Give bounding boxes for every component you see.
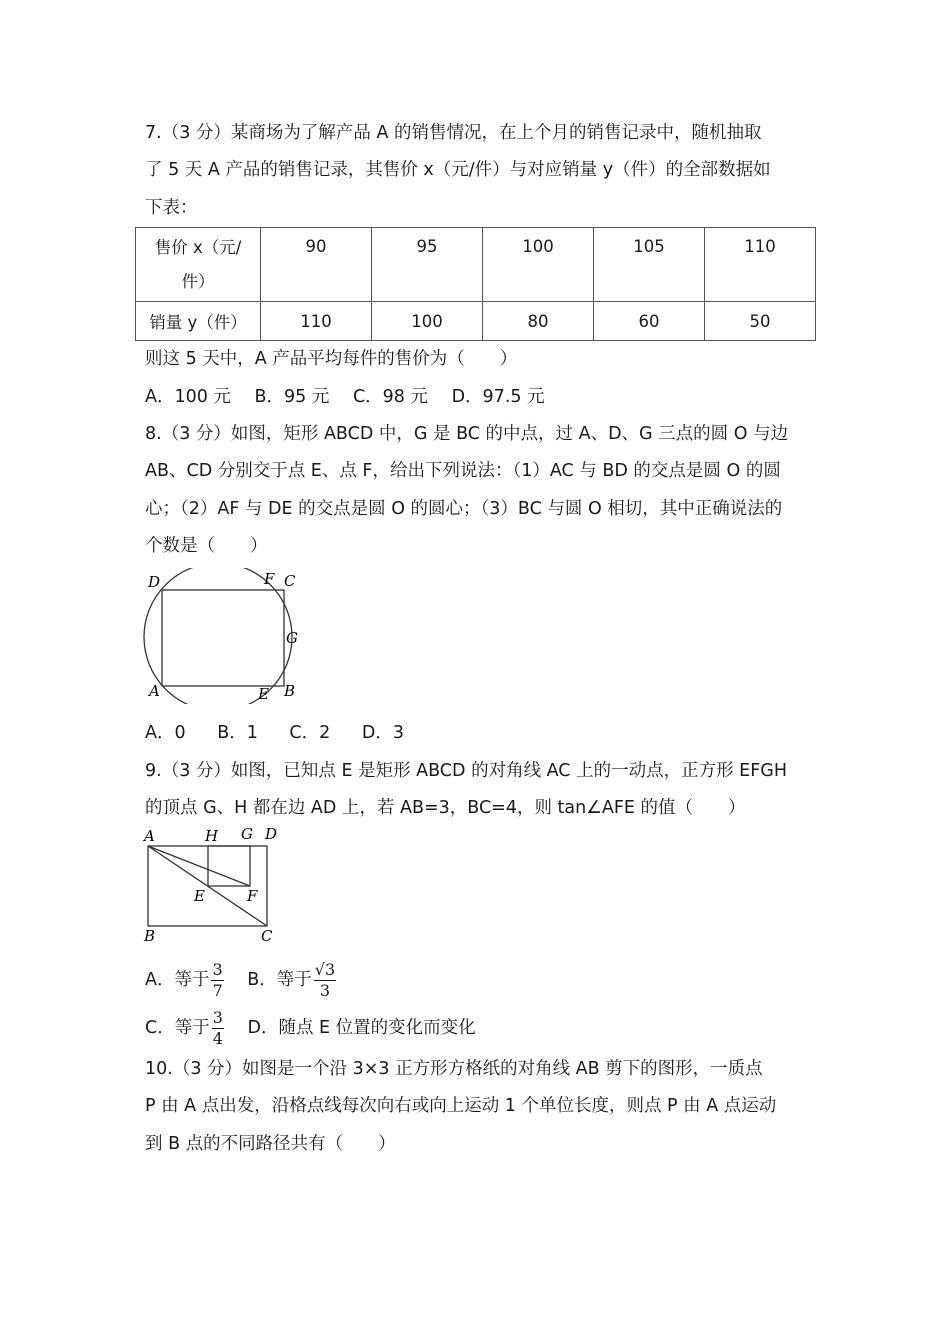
table-cell: 100 — [372, 302, 483, 341]
q9-option-d: D．随点 E 位置的变化而变化 — [247, 1018, 476, 1038]
q7-line-3: 下表： — [145, 198, 198, 218]
label-d: D — [148, 573, 161, 591]
q7-data-table — [135, 227, 816, 341]
circle-o — [144, 568, 292, 704]
q8-option-d: D．3 — [361, 723, 404, 743]
table-cell: 50 — [705, 302, 816, 341]
fraction-3-4 — [212, 1008, 224, 1049]
q8-option-b: B．1 — [217, 723, 258, 743]
label-b: B — [284, 682, 296, 700]
q8-option-a: A．0 — [145, 723, 186, 743]
q8-line-1: 8.（3 分）如图，矩形 ABCD 中，G 是 BC 的中点，过 A、D、G 三点的圆 O 与边 — [145, 424, 789, 444]
q7-option-b: B．95 元 — [254, 387, 330, 407]
label-a: A — [149, 682, 160, 700]
q8-figure — [138, 568, 308, 704]
price-header-part2: 件） — [181, 271, 215, 291]
label-f: F — [264, 570, 275, 588]
label-d: D — [265, 825, 278, 843]
q7-line-2: 了 5 天 A 产品的销售记录，其售价 x（元/件）与对应销量 y（件）的全部数据如 — [145, 160, 771, 180]
q10-line-2: P 由 A 点出发，沿格点线每次向右或向上运动 1 个单位长度，则点 P 由 A 点运动 — [145, 1096, 777, 1116]
q9-figure — [138, 824, 288, 948]
q9-line-2: 的顶点 G、H 都在边 AD 上，若 AB=3，BC=4，则 tan∠AFE 的值（ ） — [145, 798, 746, 818]
label-e: E — [258, 685, 269, 703]
table-row — [136, 228, 816, 302]
fraction-numerator: 3 — [212, 1007, 223, 1027]
fraction-sqrt3-3 — [314, 960, 336, 1001]
q7-question: 则这 5 天中，A 产品平均每件的售价为（ ） — [145, 349, 518, 369]
label-g: G — [241, 825, 253, 843]
square-efgh — [208, 846, 250, 886]
label-h: H — [205, 827, 219, 845]
q9-option-c: C．等于 — [145, 1018, 210, 1038]
q7-option-a: A．100 元 — [145, 387, 231, 407]
table-cell: 80 — [483, 302, 594, 341]
q7-line-1: 7.（3 分）某商场为了解产品 A 的销售情况，在上个月的销售记录中，随机抽取 — [145, 123, 762, 143]
label-a: A — [144, 827, 155, 845]
fraction-denominator: 4 — [212, 1028, 223, 1048]
q7-option-d: D．97.5 元 — [451, 387, 545, 407]
fraction-denominator: 7 — [212, 980, 223, 1000]
table-cell: 110 — [705, 228, 816, 302]
q7-option-c: C．98 元 — [352, 387, 428, 407]
table-cell: 95 — [372, 228, 483, 302]
q9-options-row-2 — [145, 1006, 476, 1050]
fraction-numerator: √3 — [314, 959, 336, 979]
q8-line-4: 个数是（ ） — [145, 536, 268, 556]
price-header-part1: 售价 x（元/ — [154, 237, 242, 257]
label-f: F — [247, 887, 258, 905]
q8-option-c: C．2 — [289, 723, 331, 743]
label-c: C — [284, 572, 296, 590]
q8-options — [145, 721, 404, 745]
fraction-numerator: 3 — [212, 959, 223, 979]
label-b: B — [144, 927, 156, 945]
q8-line-2: AB、CD 分别交于点 E、点 F，给出下列说法：（1）AC 与 BD 的交点是圆 O 的圆 — [145, 461, 781, 481]
table-cell: 110 — [261, 302, 372, 341]
fraction-denominator: 3 — [319, 980, 331, 1000]
table-cell: 60 — [594, 302, 705, 341]
q9-options-row-1 — [145, 958, 336, 1002]
table-cell: 100 — [483, 228, 594, 302]
table-row — [136, 302, 816, 341]
table-header-cell — [136, 228, 261, 302]
q8-line-3: 心；（2）AF 与 DE 的交点是圆 O 的圆心；（3）BC 与圆 O 相切，其中正确说法的 — [145, 499, 783, 519]
label-g: G — [286, 629, 298, 647]
rectangle-abcd — [162, 590, 284, 686]
table-cell: 90 — [261, 228, 372, 302]
label-e: E — [194, 887, 205, 905]
q9-option-b: B．等于 — [247, 970, 312, 990]
sales-header-cell: 销量 y（件） — [136, 302, 261, 341]
table-cell: 105 — [594, 228, 705, 302]
q9-option-a: A．等于 — [145, 970, 210, 990]
fraction-3-7 — [211, 960, 223, 1001]
q10-line-1: 10.（3 分）如图是一个沿 3×3 正方形方格纸的对角线 AB 剪下的图形，一质点 — [145, 1059, 763, 1079]
q7-options — [145, 385, 545, 409]
label-c: C — [261, 927, 273, 945]
q10-line-3: 到 B 点的不同路径共有（ ） — [145, 1134, 396, 1154]
q9-line-1: 9.（3 分）如图，已知点 E 是矩形 ABCD 的对角线 AC 上的一动点，正方形 EFGH — [145, 761, 787, 781]
